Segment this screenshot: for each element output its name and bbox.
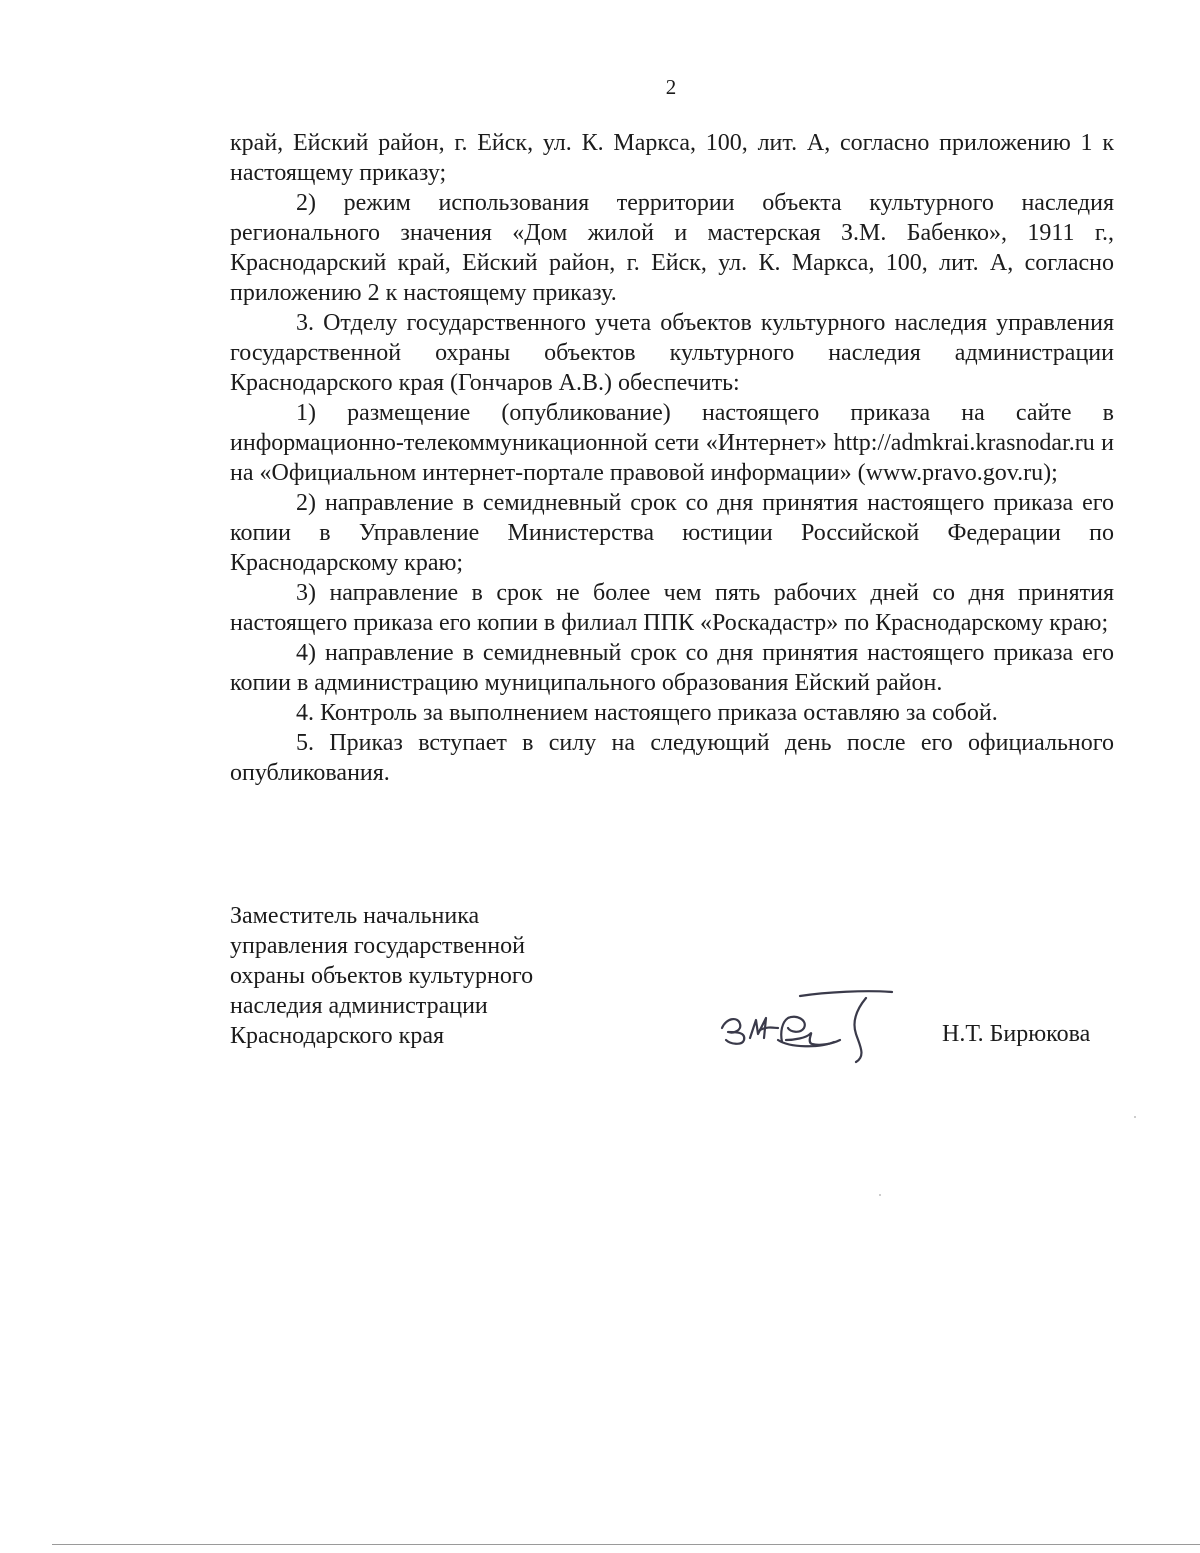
signatory-position-line: наследия администрации <box>230 993 488 1019</box>
paragraph-item-4-control: 4. Контроль за выполнением настоящего приказа оставляю за собой. <box>296 700 998 726</box>
scan-speck <box>879 1194 881 1196</box>
paragraph-item-3-department: 3. Отделу государственного учета объектов культурного наследия управления государственной охраны объектов культурного наследия администрации Краснодарского края (Гончаров А.В.) обеспечить: <box>230 310 1114 396</box>
scan-speck <box>1134 1116 1136 1118</box>
page-number: 2 <box>665 75 677 99</box>
order-body <box>230 128 1114 788</box>
paragraph-subitem-4-municipality: 4) направление в семидневный срок со дня принятия настоящего приказа его копии в администрацию муниципального образования Ейский район. <box>230 640 1114 696</box>
paragraph-subitem-2-ministry: 2) направление в семидневный срок со дня принятия настоящего приказа его копии в Управление Министерства юстиции Российской Федерации по Краснодарскому краю; <box>230 490 1114 576</box>
signatory-position-line: Краснодарского края <box>230 1023 445 1049</box>
signatory-position-line: управления государственной <box>230 933 525 959</box>
paragraph-continuation: край, Ейский район, г. Ейск, ул. К. Маркса, 100, лит. А, согласно приложению 1 к настоящему приказу; <box>230 130 1114 186</box>
paragraph-subitem-3-roskadastr: 3) направление в срок не более чем пять рабочих дней со дня принятия настоящего приказа его копии в филиал ППК «Роскадастр» по Краснодарскому краю; <box>230 580 1114 636</box>
signatory-position-line: Заместитель начальника <box>230 903 480 929</box>
paragraph-item-5-effect: 5. Приказ вступает в силу на следующий день после его официального опубликования. <box>230 730 1114 786</box>
handwritten-signature <box>716 982 906 1066</box>
paragraph-subitem-1-publication: 1) размещение (опубликование) настоящего приказа на сайте в информационно-телекоммуникационной сети «Интернет» http://admkrai.krasnodar.ru и на «Официальном интернет-портале правовой информации» (www.pravo.gov.ru); <box>230 400 1114 486</box>
scan-edge-line <box>52 1544 1200 1545</box>
signatory-position <box>230 901 590 1051</box>
paragraph-item-2-regime: 2) режим использования территории объекта культурного наследия регионального значения «Дом жилой и мастерская З.М. Бабенко», 1911 г., Краснодарский край, Ейский район, г. Ейск, ул. К. Маркса, 100, лит. А, согласно приложению 2 к настоящему приказу. <box>230 190 1114 306</box>
signatory-position-line: охраны объектов культурного <box>230 963 534 989</box>
signatory-name: Н.Т. Бирюкова <box>942 1021 1091 1047</box>
